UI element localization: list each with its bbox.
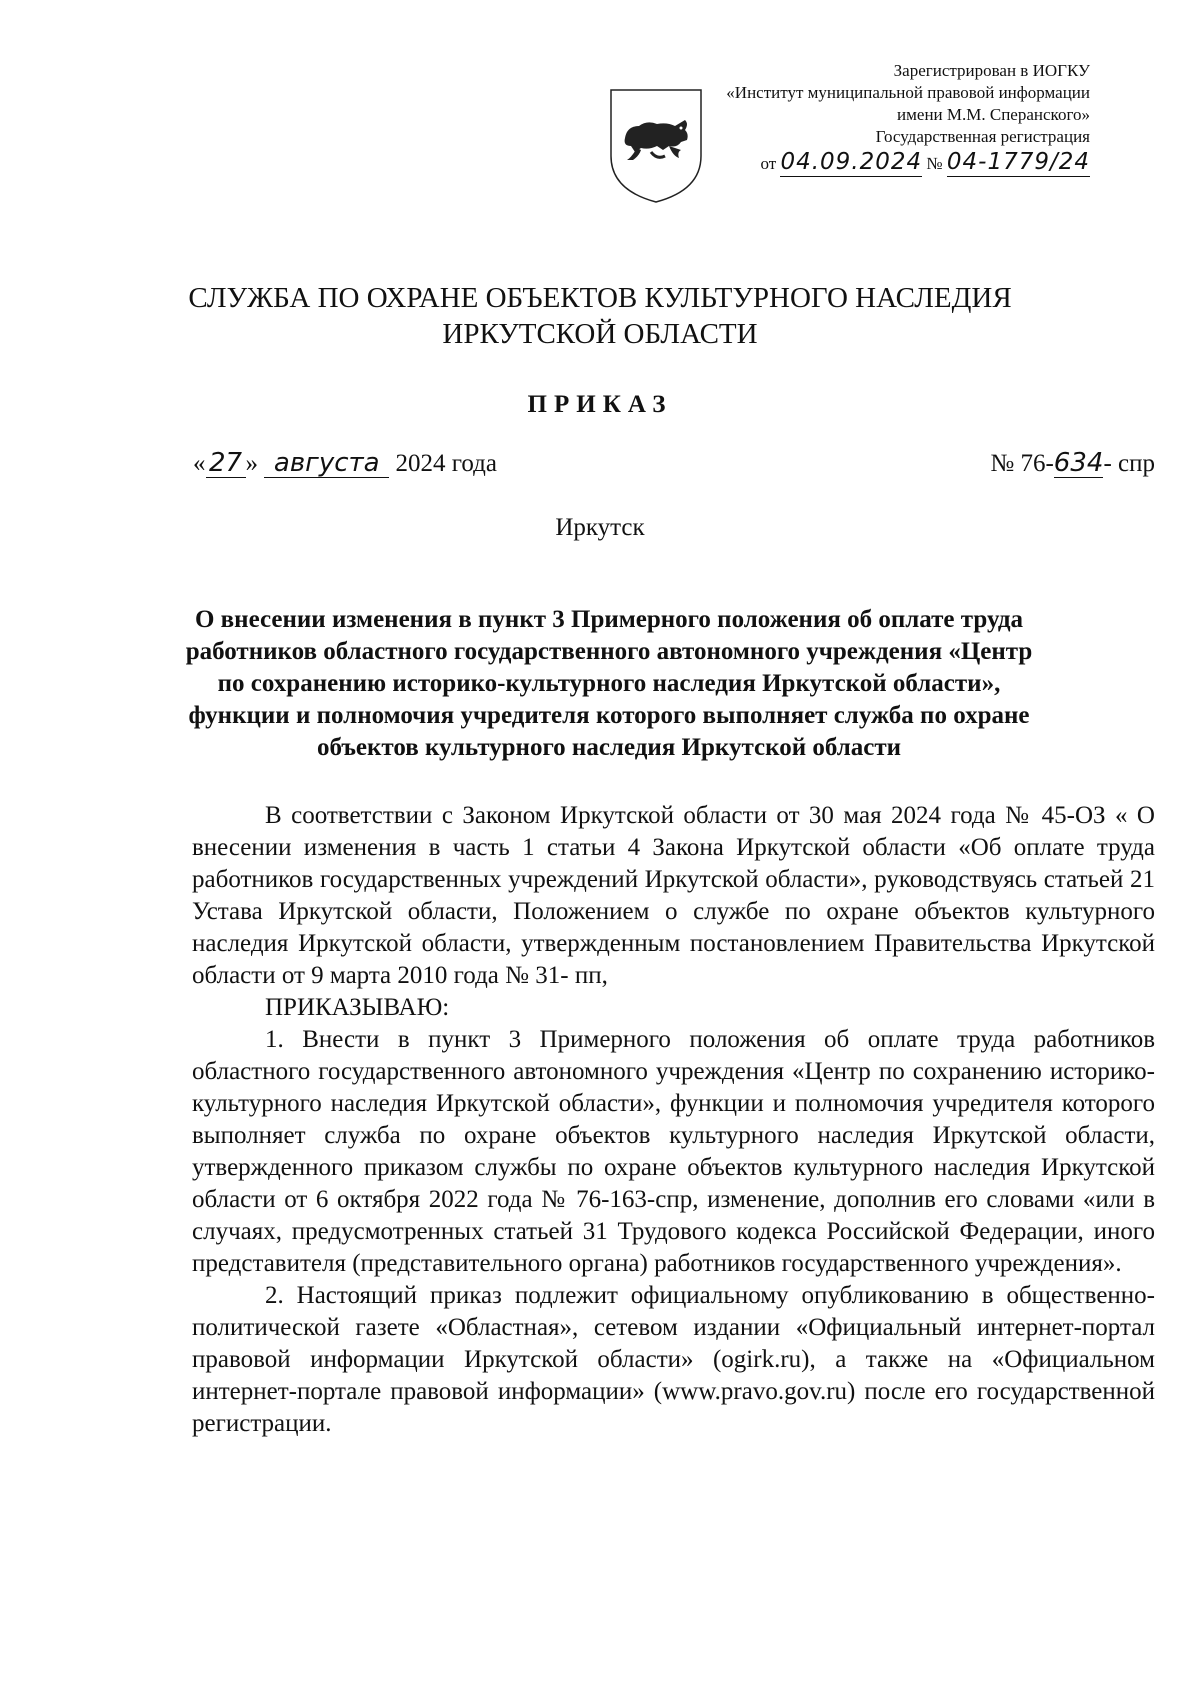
- command-word: ПРИКАЗЫВАЮ:: [265, 994, 450, 1021]
- date-open-quote: «: [193, 450, 206, 477]
- registration-number-prefix: №: [926, 154, 943, 173]
- number-handwritten: 634: [1053, 448, 1104, 478]
- item-2-paragraph: 2. Настоящий приказ подлежит официальному опубликованию в общественно-политической газете «Областная», сетевом издании «Официальный интернет-портал правовой информации Иркутской области» (ogirk.ru), а также на «Официальном интернет-портале правовой информации» (www.pravo.gov.ru) после его государственной регистрации.: [192, 1282, 1155, 1437]
- registration-date-prefix: от: [760, 154, 777, 173]
- preamble-paragraph: В соответствии с Законом Иркутской области от 30 мая 2024 года № 45-ОЗ « О внесении изменения в часть 1 статьи 4 Закона Иркутской области «Об оплате труда работников государственных учреждений Иркутской области», руководствуясь статьей 21 Устава Иркутской области, Положением о службе по охране объектов культурного наследия Иркутской области, утвержденным постановлением Правительства Иркутской области от 9 марта 2010 года № 31- пп,: [192, 802, 1155, 989]
- registration-line-3: имени М.М. Сперанского»: [897, 105, 1090, 124]
- document-title: О внесении изменения в пункт 3 Примерного положения об оплате труда работников областного государственного автономного учреждения «Центр по сохранению историко-культурного наследия Иркутской области», функции и полномочия учредителя которого выполняет служба по охране объектов культурного наследия Иркутской области: [185, 606, 1033, 761]
- item-1-paragraph: 1. Внести в пункт 3 Примерного положения об оплате труда работников областного государственного автономного учреждения «Центр по сохранению историко-культурного наследия Иркутской области», функции и полномочия учредителя которого выполняет служба по охране объектов культурного наследия Иркутской области, утвержденного приказом службы по охране объектов культурного наследия Иркутской области от 6 октября 2022 года № 76-163-спр, изменение, дополнив его словами «или в случаях, предусмотренных статьей 31 Трудового кодекса Российской Федерации, иного представителя (представительного органа) работников государственного учреждения».: [192, 1026, 1155, 1277]
- date-year: 2024 года: [395, 450, 497, 477]
- registration-line-4: Государственная регистрация: [875, 127, 1090, 146]
- order-date: [193, 449, 497, 478]
- date-month: августа: [264, 449, 389, 478]
- city: Иркутск: [555, 514, 645, 541]
- organization-line-2: ИРКУТСКОЙ ОБЛАСТИ: [442, 318, 758, 350]
- organization-line-1: СЛУЖБА ПО ОХРАНЕ ОБЪЕКТОВ КУЛЬТУРНОГО НАСЛЕДИЯ: [188, 282, 1012, 314]
- order-number: [990, 449, 1155, 478]
- date-day: 27: [206, 449, 246, 478]
- irkutsk-coat-of-arms-icon: [607, 86, 705, 206]
- document-body: [192, 800, 1155, 1440]
- registration-number: 04-1779/24: [946, 149, 1090, 175]
- number-prefix: № 76-: [990, 450, 1054, 477]
- date-close-quote: »: [245, 450, 258, 477]
- registration-line-1: Зарегистрирован в ИОГКУ: [893, 61, 1090, 80]
- registration-line-2: «Институт муниципальной правовой информации: [726, 83, 1090, 102]
- number-suffix: - спр: [1103, 450, 1155, 477]
- document-type: ПРИКАЗ: [527, 391, 673, 418]
- registration-date: 04.09.2024: [780, 149, 923, 175]
- organization-name: [0, 280, 1200, 352]
